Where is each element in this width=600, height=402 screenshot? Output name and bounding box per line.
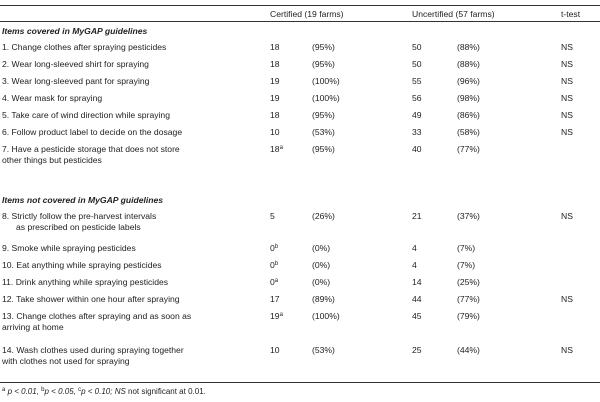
- certified-count: 18: [270, 59, 280, 69]
- bottom-rule: [0, 382, 600, 383]
- certified-percent: (0%): [312, 243, 331, 253]
- uncertified-count: 25: [412, 345, 422, 355]
- table-row: [0, 73, 600, 90]
- table-row: [0, 291, 600, 308]
- certified-count: 18: [270, 110, 280, 120]
- certified-count: 10: [270, 345, 280, 355]
- table-row: [0, 107, 600, 124]
- footnote-text-c: p < 0.10;: [81, 387, 115, 396]
- table-row: [0, 90, 600, 107]
- footnote-text-b: p < 0.05,: [44, 387, 79, 396]
- uncertified-percent: (58%): [457, 127, 480, 137]
- uncertified-count: 45: [412, 311, 422, 321]
- uncertified-count: 4: [412, 243, 417, 253]
- certified-count-value: 19: [270, 311, 280, 321]
- item-label: 12. Take shower within one hour after spraying: [2, 294, 180, 304]
- table-row: [0, 308, 600, 338]
- item-label: 6. Follow product label to decide on the dosage: [2, 127, 183, 137]
- certified-count-value: 0: [270, 277, 275, 287]
- uncertified-count: 50: [412, 42, 422, 52]
- item-label: 3. Wear long-sleeved pant for spraying: [2, 76, 150, 86]
- significance-mark: a: [274, 278, 279, 284]
- significance-mark: a: [279, 145, 283, 151]
- item-label: 1. Change clothes after spraying pesticides: [2, 42, 167, 52]
- item-label: 10. Eat anything while spraying pesticides: [2, 260, 162, 270]
- uncertified-count: 21: [412, 211, 422, 221]
- table-row: [0, 274, 600, 291]
- certified-percent: (95%): [312, 59, 335, 69]
- footnote-ns-text: not significant at 0.01.: [125, 387, 206, 396]
- item-label: 4. Wear mask for spraying: [2, 93, 103, 103]
- table-row: [0, 240, 600, 257]
- certified-count: [270, 311, 283, 322]
- certified-percent: (26%): [312, 211, 335, 221]
- item-label-line2: arriving at home: [2, 322, 64, 332]
- uncertified-percent: (98%): [457, 93, 480, 103]
- uncertified-percent: (88%): [457, 42, 480, 52]
- item-label-line2: with clothes not used for spraying: [2, 356, 130, 366]
- item-label: 14. Wash clothes used during spraying together: [2, 345, 184, 355]
- table-row: [0, 39, 600, 56]
- item-label: 11. Drink anything while spraying pesticides: [2, 277, 169, 287]
- table-row: [0, 342, 600, 372]
- certified-count: 17: [270, 294, 280, 304]
- uncertified-percent: (44%): [457, 345, 480, 355]
- item-label: 7. Have a pesticide storage that does not store: [2, 144, 180, 154]
- uncertified-percent: (7%): [457, 243, 476, 253]
- certified-count: [270, 277, 278, 288]
- uncertified-count: 49: [412, 110, 422, 120]
- significance-mark: b: [274, 244, 279, 250]
- header-certified: Certified (19 farms): [270, 9, 344, 19]
- certified-count: [270, 243, 278, 254]
- footnote-mark-a: a: [2, 387, 6, 393]
- certified-count-value: 0: [270, 243, 275, 253]
- table-row: [0, 257, 600, 274]
- uncertified-count: 14: [412, 277, 422, 287]
- ttest-result: NS: [561, 110, 573, 120]
- certified-count: 19: [270, 93, 280, 103]
- ttest-result: NS: [561, 294, 573, 304]
- certified-percent: (95%): [312, 144, 335, 154]
- certified-percent: (100%): [312, 76, 340, 86]
- certified-percent: (89%): [312, 294, 335, 304]
- certified-count: 18: [270, 42, 280, 52]
- certified-count: 10: [270, 127, 280, 137]
- section-header: [0, 22, 600, 39]
- uncertified-count: 56: [412, 93, 422, 103]
- certified-count: 19: [270, 76, 280, 86]
- uncertified-count: 4: [412, 260, 417, 270]
- uncertified-percent: (25%): [457, 277, 480, 287]
- certified-percent: (100%): [312, 311, 340, 321]
- certified-percent: (53%): [312, 127, 335, 137]
- item-label: 8. Strictly follow the pre-harvest intervals: [2, 211, 157, 221]
- ttest-result: NS: [561, 59, 573, 69]
- uncertified-percent: (37%): [457, 211, 480, 221]
- uncertified-percent: (96%): [457, 76, 480, 86]
- header-row: [0, 5, 600, 22]
- certified-percent: (95%): [312, 110, 335, 120]
- section-title: Items covered in MyGAP guidelines: [2, 26, 148, 36]
- table-row: [0, 208, 600, 236]
- significance-mark: b: [274, 261, 279, 267]
- certified-count: [270, 144, 283, 155]
- ttest-result: NS: [561, 93, 573, 103]
- ttest-result: NS: [561, 76, 573, 86]
- certified-percent: (0%): [312, 260, 331, 270]
- certified-count-value: 18: [270, 144, 280, 154]
- uncertified-count: 50: [412, 59, 422, 69]
- ttest-result: NS: [561, 127, 573, 137]
- item-label: 13. Change clothes after spraying and as soon as: [2, 311, 192, 321]
- ttest-result: NS: [561, 345, 573, 355]
- certified-percent: (100%): [312, 93, 340, 103]
- certified-count-value: 0: [270, 260, 275, 270]
- certified-percent: (53%): [312, 345, 335, 355]
- footnote-text-a: p < 0.01,: [5, 387, 42, 396]
- certified-percent: (0%): [312, 277, 331, 287]
- certified-count: [270, 260, 278, 271]
- uncertified-percent: (7%): [457, 260, 476, 270]
- table-row: [0, 141, 600, 163]
- header-uncertified: Uncertified (57 farms): [412, 9, 495, 19]
- certified-count: 5: [270, 211, 275, 221]
- footnote-ns: NS: [114, 387, 126, 396]
- certified-percent: (95%): [312, 42, 335, 52]
- header-ttest: t-test: [561, 9, 581, 19]
- uncertified-percent: (77%): [457, 294, 480, 304]
- table-row: [0, 56, 600, 73]
- uncertified-count: 33: [412, 127, 422, 137]
- table-row: [0, 124, 600, 141]
- uncertified-count: 44: [412, 294, 422, 304]
- footnote-mark-c: c: [78, 387, 82, 393]
- footnote: [2, 387, 206, 396]
- ttest-result: NS: [561, 42, 573, 52]
- uncertified-count: 55: [412, 76, 422, 86]
- uncertified-percent: (86%): [457, 110, 480, 120]
- uncertified-count: 40: [412, 144, 422, 154]
- section-header: [0, 191, 600, 208]
- footnote-mark-b: b: [41, 387, 45, 393]
- significance-mark: a: [279, 312, 283, 318]
- section-title: Items not covered in MyGAP guidelines: [2, 195, 164, 205]
- item-label: 5. Take care of wind direction while spraying: [2, 110, 170, 120]
- item-label: 9. Smoke while spraying pesticides: [2, 243, 136, 253]
- item-label: 2. Wear long-sleeved shirt for spraying: [2, 59, 149, 69]
- uncertified-percent: (88%): [457, 59, 480, 69]
- item-label-line2: as prescribed on pesticide labels: [16, 222, 141, 232]
- ttest-result: NS: [561, 211, 573, 221]
- uncertified-percent: (77%): [457, 144, 480, 154]
- item-label-line2: other things but pesticides: [2, 155, 102, 165]
- uncertified-percent: (79%): [457, 311, 480, 321]
